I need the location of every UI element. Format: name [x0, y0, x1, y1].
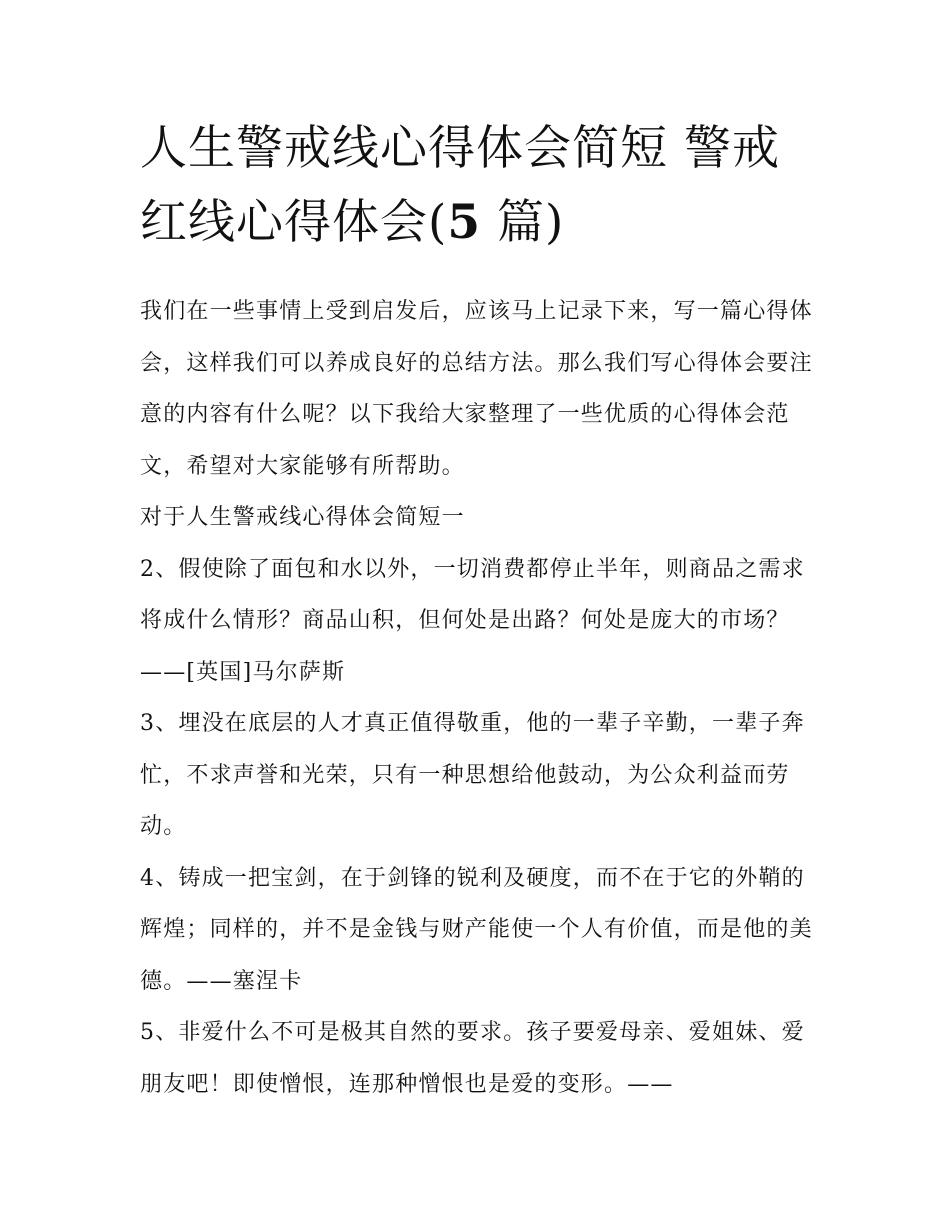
title-line-2-number: 5 [447, 195, 482, 250]
document-title [140, 112, 820, 260]
section-heading: 对于人生警戒线心得体会简短一 [140, 505, 465, 530]
title-line-2-suffix: 篇) [481, 195, 565, 250]
intro-paragraph: 我们在一些事情上受到启发后，应该马上记录下来，写一篇心得体会，这样我们可以养成良好的总结方法。那么我们写心得体会要注意的内容有什么呢？以下我给大家整理了一些优质的心得体会范文，希望对大家能够有所帮助。 [140, 299, 813, 479]
title-line-1: 人生警戒线心得体会简短 警戒 [140, 121, 780, 176]
quote-paragraph-4: 4、铸成一把宝剑，在于剑锋的锐利及硬度，而不在于它的外鞘的辉煌；同样的，并不是金钱与财产能使一个人有价值，而是他的美德。——塞涅卡 [140, 865, 813, 994]
document-body [140, 286, 820, 1110]
quote-paragraph-5: 5、非爱什么不可是极其自然的要求。孩子要爱母亲、爱姐妹、爱朋友吧！即使憎恨，连那种憎恨也是爱的变形。—— [140, 1020, 805, 1097]
quote-paragraph-3: 3、埋没在底层的人才真正值得敬重，他的一辈子辛勤，一辈子奔忙，不求声誉和光荣，只有一种思想给他鼓动，为公众利益而劳动。 [140, 711, 805, 839]
title-line-2-prefix: 红线心得体会( [140, 195, 448, 250]
quote-paragraph-2: 2、假使除了面包和水以外，一切消费都停止半年，则商品之需求将成什么情形？商品山积，但何处是出路？何处是庞大的市场？——[英国]马尔萨斯 [140, 556, 805, 685]
document-page [140, 112, 820, 1110]
